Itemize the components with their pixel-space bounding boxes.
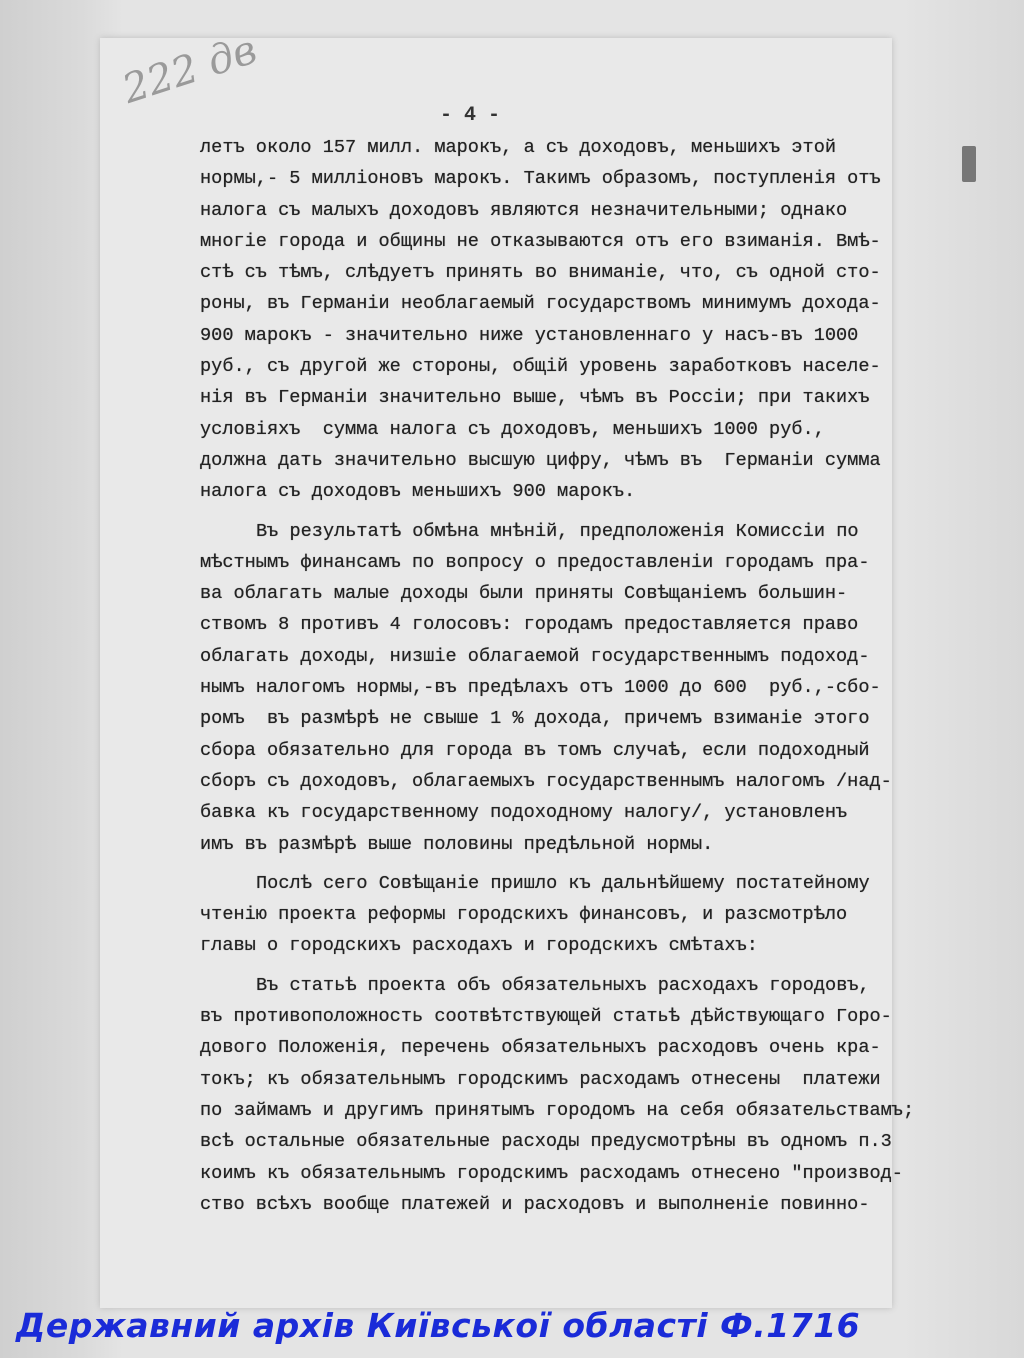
text-line: летъ около 157 милл. марокъ, а съ доходовъ, меньшихъ этой xyxy=(200,137,837,158)
text-line: сбора обязательно для города въ томъ случаѣ, если подоходный xyxy=(200,739,870,761)
document-body xyxy=(200,132,914,1220)
text-line: ство всѣхъ вообще платежей и расходовъ и выполненіе повинно- xyxy=(200,1193,870,1215)
text-line: дового Положенія, перечень обязательныхъ расходовъ очень кра- xyxy=(200,1037,881,1059)
text-line: токъ; къ обязательнымъ городскимъ расходамъ отнесены платежи xyxy=(200,1068,881,1090)
paragraph xyxy=(200,970,914,1220)
text-line: Послѣ сего Совѣщаніе пришло къ дальнѣйшему постатейному xyxy=(256,872,870,894)
text-line: 900 марокъ - значительно ниже установленнаго у насъ-въ 1000 xyxy=(200,324,859,346)
text-line: ствомъ 8 противъ 4 голосовъ: городамъ предоставляется право xyxy=(200,614,859,636)
text-line: нія въ Германіи значительно выше, чѣмъ въ Россіи; при такихъ xyxy=(200,387,870,409)
text-line: Въ результатѣ обмѣна мнѣній, предположенія Комиссіи по xyxy=(256,520,859,542)
paragraph xyxy=(200,132,914,508)
text-line: чтенію проекта реформы городскихъ финансовъ, и разсмотрѣло xyxy=(200,904,848,926)
paragraph xyxy=(200,868,914,962)
text-line: по займамъ и другимъ принятымъ городомъ на себя обязательствамъ; xyxy=(200,1099,915,1121)
text-line: условіяхъ сумма налога съ доходовъ, меньшихъ 1000 руб., xyxy=(200,418,825,440)
handwritten-archive-number: 222 дв xyxy=(117,26,263,113)
text-line: должна дать значительно высшую цифру, чѣмъ въ Германіи сумма xyxy=(200,449,881,471)
text-line: ва облагать малые доходы были приняты Совѣщаніемъ большин- xyxy=(200,583,848,605)
text-line: многіе города и общины не отказываются отъ его взиманія. Вмѣ- xyxy=(200,230,881,252)
text-line: въ противоположность соотвѣтствующей статьѣ дѣйствующаго Горо- xyxy=(200,1006,892,1028)
text-line: нымъ налогомъ нормы,-въ предѣлахъ отъ 1000 до 600 руб.,-сбо- xyxy=(200,677,881,699)
text-line: налога съ малыхъ доходовъ являются незначительными; однако xyxy=(200,199,848,221)
text-line: стѣ съ тѣмъ, слѣдуетъ принять во вниманіе, что, съ одной сто- xyxy=(200,262,881,284)
text-line: коимъ къ обязательнымъ городскимъ расходамъ отнесено "производ- xyxy=(200,1162,903,1184)
text-line: облагать доходы, низшіе облагаемой государственнымъ подоход- xyxy=(200,645,870,667)
paper-corner-mark xyxy=(962,146,976,182)
page-number: - 4 - xyxy=(440,104,501,127)
text-line: ромъ въ размѣрѣ не свыше 1 % дохода, причемъ взиманіе этого xyxy=(200,708,870,730)
text-line: сборъ съ доходовъ, облагаемыхъ государственнымъ налогомъ /над- xyxy=(200,770,892,792)
text-line: налога съ доходовъ меньшихъ 900 марокъ. xyxy=(200,481,636,503)
text-line: мѣстнымъ финансамъ по вопросу о предоставленіи городамъ пра- xyxy=(200,551,870,573)
text-line: Въ статьѣ проекта объ обязательныхъ расходахъ городовъ, xyxy=(256,974,870,996)
paragraph xyxy=(200,516,914,860)
text-line: бавка къ государственному подоходному налогу/, установленъ xyxy=(200,802,848,824)
text-line: имъ въ размѣрѣ выше половины предѣльной нормы. xyxy=(200,833,714,855)
text-line: руб., съ другой же стороны, общій уровень заработковъ населе- xyxy=(200,356,881,378)
text-line: роны, въ Германіи необлагаемый государствомъ минимумъ дохода- xyxy=(200,293,881,315)
archive-watermark: Державний архів Київської області Ф.1716 xyxy=(16,1306,861,1345)
text-line: главы о городскихъ расходахъ и городскихъ смѣтахъ: xyxy=(200,935,758,957)
text-line: всѣ остальные обязательные расходы предусмотрѣны въ одномъ п.3 xyxy=(200,1131,892,1153)
text-line: нормы,- 5 милліоновъ марокъ. Такимъ образомъ, поступленія отъ xyxy=(200,168,881,190)
